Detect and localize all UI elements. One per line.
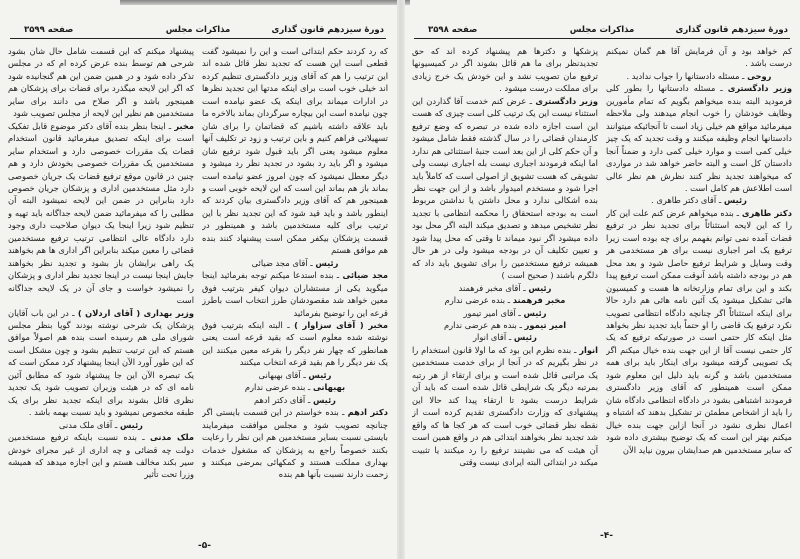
- speech-paragraph: [606, 207, 792, 456]
- speech-paragraph: [412, 294, 598, 306]
- speech-paragraph: [202, 257, 388, 269]
- speaker-name: رئیس: [513, 332, 537, 343]
- speaker-name: مخبر: [174, 120, 194, 131]
- speech-paragraph: [606, 194, 792, 206]
- speaker-name: مجد ضیائی: [342, 270, 388, 281]
- speaker-separator: ـ: [739, 70, 748, 81]
- speaker-separator: ـ: [300, 369, 309, 380]
- speech-paragraph: [202, 269, 388, 319]
- speaker-separator: ـ: [526, 95, 536, 106]
- speech-paragraph: [412, 307, 598, 319]
- footer-page-number: -۵-: [198, 541, 211, 551]
- journal-title: مذاکرات مجلس: [165, 25, 231, 35]
- speaker-separator: ـ: [716, 195, 724, 206]
- continued-paragraph: [202, 45, 388, 257]
- speaker-separator: ـ: [506, 332, 514, 343]
- page-left: [2, 0, 394, 559]
- speaker-name: دکتر ادهم: [347, 407, 388, 418]
- speech-text: آقای مخبر فرهمند: [458, 282, 521, 293]
- speech-paragraph: [606, 70, 792, 82]
- speaker-separator: ـ: [515, 307, 524, 318]
- speaker-name: وزیر دادگستری: [535, 95, 598, 106]
- speaker-separator: ـ: [68, 307, 78, 318]
- speech-paragraph: [606, 82, 792, 194]
- speech-text: که رد کردند حکم ابتدائی است و این را نمیشود گفت قطعی است این هست که تجدید نظر قائل شده اند این ترتیب را هم که آقای وزیر دادگستری تنظیم کرده اند خیلی خوب است برای اینکه مدتها این تجدید نظرها در ادارات میماند برای اینکه یک عضو نیامده است چون نیامده است این بیچاره سرگردان بماند بالاخره ما باید علاقه داشته باشیم که قضاتمان را برای شان تسهیلاتی فراهم کنیم و باین ترتیب و زود تر تکلیف آنها معلوم میشود یعنی اگر باید قبول شود ترفیع شان میشود و اگر باید رد بشود در تجدید نظر رد میشود و دیگر معطل نمیشود که چون امروز عضو نیامده است بماند باز هم بماند این است که این لایحه خوبی است و همینجور هم که آقای وزیر دادگستری بیان کردند که اینطور باشد و باید قید شود که این تجدید نظر با این ترتیب برای کلیه مستخدمین باشد و همینطور در قسمت پزشکان بیکفر ممکن است پیشنهاد کنند بنده هم موافق هستم: [202, 46, 388, 256]
- speech-text: بنده هم عرضی ندارم: [443, 319, 517, 330]
- speech-text: اینجا بنظر بنده آقای دکتر موضوع قابل تفکیک است برای اینکه تصدیق میفرمائید قانون استخدام قضات یک مقررات خصوصی دارد و استخدام سایر مستخدمین یک مقررات خصوصی بخودش دارد و هم چنین در قانون موقع ترفیع قضات یک جریان خصوصی دارد مثل مستخدمین اداری و پزشکان جریان خصوص دارد بنابراین در ضمن این لایحه نمیشود البته آن مطلبی را که میفرمائید ضمن لایحه جداگانه باید تهیه و تنظیم شود زیرا اینجا یک دیوان صلاحیت داری وجود دارد دادگاه عالی انتظامی ترتیب ترفیع مستخدمین قضائی را معین میکند بنابراین اگر اداری ها هم بخواهند یک راهی برایشان باز بشود و تجدید نظر بخواهند جایش اینجا نیست در اینجا تجدید نظر اداری و پزشکان را نمیشود خواست و جای آن در یک لایحه جداگانه است: [8, 120, 194, 306]
- speech-text: بنده عرضی ندارم: [244, 382, 306, 393]
- speaker-separator: ـ: [307, 257, 316, 268]
- session-title: دورهٔ سیزدهم قانون گذاری: [675, 25, 788, 35]
- speaker-name: رئیس: [312, 394, 336, 405]
- speaker-separator: ـ: [715, 83, 728, 94]
- speech-paragraph: [202, 394, 388, 406]
- speech-text: بنده میخواهم عرض کنم علت این کار را که این لایحه استثنائاً برای تجدید نظر در ترفیع قضات آمده نمی توانم بفهمم برای چه بوده است زیرا ترفیع یک امر اجباری نیست برای هر مستخدمی هر وقت وسایل و شرایط ترفیع حاصل شود و بعد محل هم در بودجه داشته باشد آنوقت ممکن است ترفیع پیدا بکند و این برای تمام وزارتخانه ها هست و کمیسیون هائی تشکیل میشود یک آئین نامه هائی هم دارد حالا برای اینکه استثنائاً اگر چنانچه دادگاه انتظامی تصویب نکرد ترفیع یک قاضی را او حتماً باید تجدید نظر بخواهد مثل اینکه کار حتمی است در صورتیکه ترفیع که یک کار حتمی نیست آقا از این جهت بنده خیال میکنم اگر یک تصویبی گرفته میشود برای اینکار باید برای همه مستخدمین باشد و گرنه باید دلیل این معلوم شود ممکن است همینطور که آقای وزیر دادگستری فرمودند اشتباهی بشود در دادگاه انتظامی دادگاه شان را باید از اشخاص مطمئن تر تشکیل بدهند که اشتباه و اعمال نظری نشود در آنجا ازاین جهت بنده خیال میکنم بهتر این است که یک توضیح بیشتری داده شود که سایر مستخدمین هم صدایشان بیرون نیاید الآن: [606, 207, 792, 455]
- continued-paragraph: [606, 45, 792, 70]
- journal-title: مذاکرات مجلس: [569, 25, 635, 35]
- speaker-separator: ـ: [305, 382, 314, 393]
- speaker-separator: ـ: [338, 407, 348, 418]
- continued-paragraph: [8, 45, 194, 120]
- page-right: [406, 0, 798, 559]
- speaker-separator: ـ: [282, 319, 295, 330]
- speech-text: آقای انوار: [473, 332, 507, 343]
- page-number-label: صفحه ۳۵۹۹: [24, 25, 74, 35]
- speaker-name: رئیس: [723, 195, 747, 206]
- speech-text: آقای دکتر ادهم: [254, 394, 306, 405]
- speaker-name: رئیس: [315, 257, 339, 268]
- speaker-name: ملک مدنی: [149, 432, 194, 443]
- speaker-name: رئیس: [308, 369, 332, 380]
- speaker-name: رئیس: [119, 419, 143, 430]
- speech-text: آقای مجد ضیائی: [251, 257, 308, 268]
- speech-paragraph: [412, 344, 598, 469]
- speech-text: کم خواهد بود و آن فرمایش آقا هم گمان نمیکنم درست باشد .: [606, 46, 792, 69]
- speech-paragraph: [412, 319, 598, 331]
- speech-text: بنده نظرم این بود که ما اولا قانون استخدام را در نظر بگیریم که در آنجا از برای خدمت مستخدمین یک مراتبی قائل شده است و برای ارتقاء از هر رتبه بمرتبه دیگر یک شرایطی قائل شده است که باید آن شرایط درست بشود تا ارتقاء پیدا کند حالا این پیشنهادی که وزارت دادگستری تقدیم کرده است از نقطه نظر قضائی خوب است که هر کجا ها که واقع شد تجدید نظر بخواهند ابتدائی هم در واقع همین است آن هیئت که می نشینند ترفیع را رد میکنند یا تثبیت میکند در ابتدائی البته ایرادی نیست وقتی: [412, 344, 598, 467]
- speech-text: بنده نسبت باینکه ترفیع مستخدمین دولت چه قضائی و چه اداری از غیر مجرای خودش سیر بکند مخالف هستم و این اجازه میدهد که همیشه وزرا تحت تأثیر: [8, 432, 194, 480]
- page-number-label: صفحه ۳۵۹۸: [428, 25, 478, 35]
- column-right: [202, 45, 388, 537]
- speaker-name: رئیس: [523, 307, 547, 318]
- speech-paragraph: [8, 307, 194, 419]
- speech-text: آقای امیر تیمور: [463, 307, 516, 318]
- speaker-separator: ـ: [520, 282, 529, 293]
- speaker-separator: ـ: [333, 270, 343, 281]
- speech-paragraph: [202, 406, 388, 481]
- session-title: دورهٔ سیزدهم قانون گذاری: [271, 25, 384, 35]
- speaker-name: انوار: [579, 344, 598, 355]
- speech-text: بنده خواستم در این قسمت بایستی اگر چنانچه تصویب شود و مجلس موافقت میفرمایند بایستی نسبت بسایر مستخدمین هم این نظر را رعایت بکنند خصوصاً راجع به پزشکان که مشغول خدمات بهداری مملکت هستند و کمکهائی بمرضی میکنند و زحمت دارند نسبت بآنها هم بنده: [202, 407, 388, 480]
- speech-text: پیشنهاد میکنم که این قسمت شامل حال شان بشود شرحی هم توسط بنده عرض کرده ام که در مجلس تذکر داده شود و در همین ضمن این هم گنجانیده شود که اگر این لایحه میگذرد برای قضات برای پزشکان هم همینجور باشد و اگر صلاح می دانند برای سایر مستخدمین هم نظیر این لایحه از مجلس تصویب شود: [8, 46, 194, 119]
- speech-text: مسئله دادستانها را بطور کلی فرمودید البته بنده میخواهم بگویم که تمام مأمورین وظایف خودشان را خوب انجام میدهند ولی ملاحظه میفرمائید مواقع هم خیلی زیاد است تا آنجائیکه میتوانند دادستانها انجام وظیفه میکنند و وقت تجدید که یک چیز خیلی کمی است و موارد خیلی کمی دارد و ضمناً آنجا دادستان کل است و البته حاضر خواهد شد در مواردی که میخواهند تجدید نظر کنند نظرش هم نظر عالی است اطلاعش هم کامل است .: [606, 83, 792, 193]
- speaker-name: مخبر فرهمند: [512, 295, 566, 306]
- speech-paragraph: [8, 419, 194, 431]
- speech-text: البته اینکه بترتیب فوق نوشته شده معلوم است که بقید قرعه است یعنی همانطور که چهار نفر دیگر را بقرعه معین میکنند این یک نفر دیگر را هم بقید قرعه انتخاب میکنند: [202, 319, 388, 368]
- speaker-name: وزیر دادگستری: [727, 83, 792, 94]
- speaker-separator: ـ: [112, 419, 120, 430]
- speaker-name: دکتر طاهری: [741, 207, 792, 218]
- speech-paragraph: [8, 120, 194, 307]
- speech-text: آقای ملک مدنی: [59, 419, 113, 430]
- speech-paragraph: [8, 431, 194, 481]
- speaker-separator: ـ: [571, 344, 580, 355]
- speech-text: در این باب آقایان پزشکان یک شرحی نوشته بودند گویا بنظر مجلس شورای ملی هم رسیده است بنده هم اصولاً موافق هستم که این ترتیب تنظیم بشود و چون مشکل است که این طور آورد الآن اینجا پیشنهاد کرد ممکن است که یک تبصره الآن این جا پیشنهاد شود که مطابق آئین نامه ای که در هیئت وزیران تصویب شود یک تجدید نظری قائل بشوند برای اینکه تجدید نظر برای یک طبقه مخصوص نمیشود و باید نسبت بهمه باشد .: [8, 307, 194, 418]
- column-left: [8, 45, 194, 537]
- speech-paragraph: [202, 381, 388, 393]
- speaker-separator: ـ: [305, 394, 313, 405]
- footer-page-number: -۴-: [600, 531, 613, 541]
- speaker-name: رئیس: [528, 282, 552, 293]
- speech-paragraph: [202, 369, 388, 381]
- speech-text: مسئله دادستانها را جواب ندادید .: [626, 70, 740, 81]
- speech-text: بنده عرضی ندارم: [444, 295, 506, 306]
- speech-text: بنده استدعا میکنم توجه بفرمائید اینجا میگوید یکی از مستشاران دیوان کیفر بترتیب فوق معین خواهد شد مقصودشان طرز انتخاب است باطرز قرعه این را توضیح بفرمائید: [202, 270, 388, 318]
- speech-paragraph: [412, 282, 598, 294]
- speech-text: آقای بهبهانی: [258, 369, 301, 380]
- speech-text: عرض کنم خدمت آقا گذاردن این استثناء نیست این یک ترتیب کلی است چیزی که هست این است اجازه داده شده در تبصره که وضع ترفیع کارمندان قضائی را در سال گذشته فقط شامل میشود و آن حکم کلی از این بعد است جنبهٔ استثنائی هم ندارد اما اینکه فرمودند اجباری نیست بله اجباری نیست ولی تشویقی که هست تشویق از اصولی است که کاملاً باید اجرا شود و مستخدم امیدوار باشد و از این جهت نظر بنده اشکالی ندارد و محل داشتن یا نداشتن مربوط است به بودجه استحقاق را محکمه انتظامی با تجدید نظر تشخیص میدهد و تصدیق میکند البته اگر محل بود داده میشود اگر نبود میماند تا وقتی که محل پیدا شود و تعیین تکلیف آن در بودجه میشود ولی در هر حال همیشه ترفیع مستخدمین را برای تشویق باید داد که دلگرم باشند ( صحیح است ): [412, 95, 598, 281]
- column-right: [606, 45, 792, 537]
- continued-paragraph: [412, 45, 598, 95]
- speaker-name: روحی: [747, 70, 772, 81]
- speaker-name: مخبر ( آقای سزاوار ): [294, 319, 388, 330]
- speaker-separator: ـ: [516, 319, 525, 330]
- speaker-name: وزیر بهداری ( آقای اردلان ): [77, 307, 194, 318]
- speech-paragraph: [412, 331, 598, 343]
- speaker-separator: ـ: [733, 207, 742, 218]
- speech-paragraph: [412, 95, 598, 282]
- speaker-separator: ـ: [505, 295, 513, 306]
- speech-text: آقای دکتر طاهری .: [651, 195, 717, 206]
- speech-paragraph: [202, 319, 388, 369]
- speech-text: پزشکها و دکترها هم پیشنهاد کرده اند که حق تجدیدنظر برای ما هم قائل بشوند اگر در کمیسیونها ترفیع مان تصویب نشد و این خودش یک خرج زیادی برای مملکت درست میشود .: [412, 46, 598, 94]
- speaker-separator: ـ: [136, 432, 150, 443]
- speaker-name: بهبهانی: [313, 382, 346, 393]
- speaker-separator: ـ: [165, 120, 175, 131]
- book-spine: [397, 0, 405, 559]
- page-header: [10, 26, 386, 39]
- column-left: [412, 45, 598, 537]
- speaker-name: امیر تیمور: [524, 319, 567, 330]
- page-header: [414, 26, 790, 39]
